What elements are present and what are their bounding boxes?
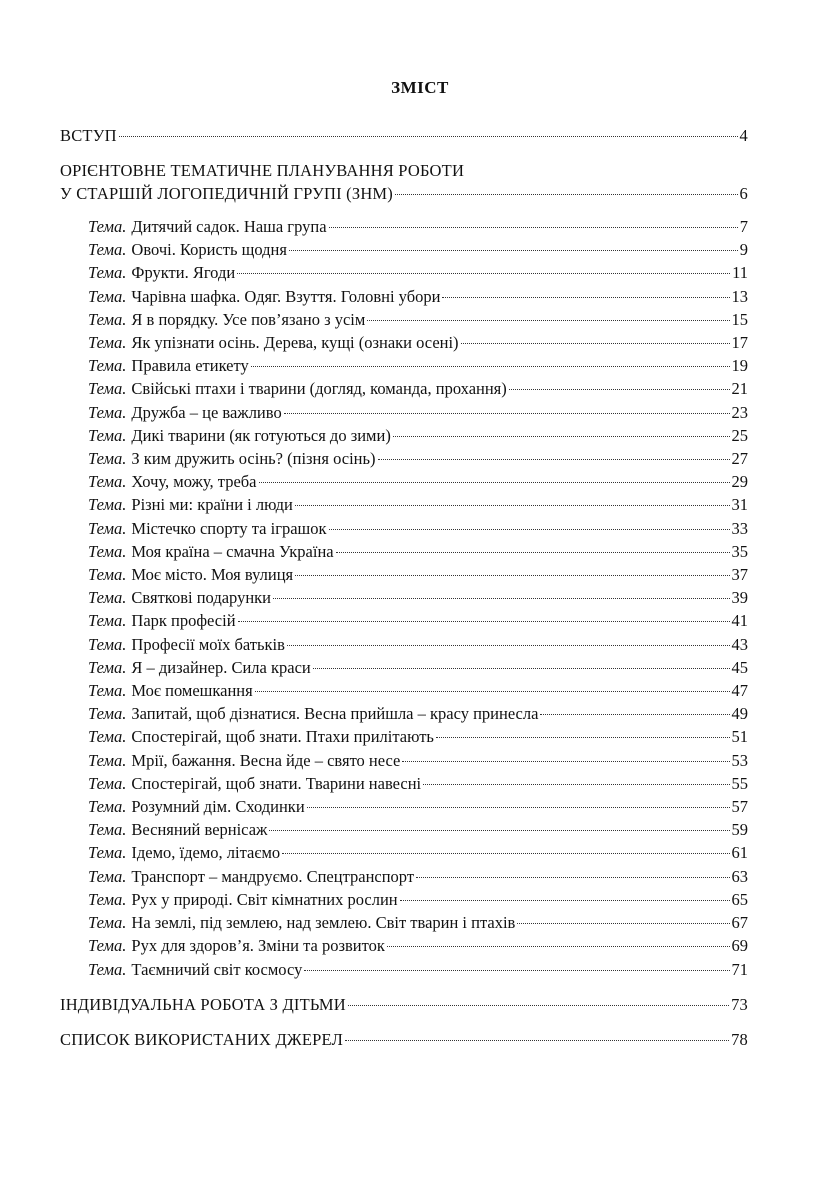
toc-entry-label: ВСТУП [60,126,117,145]
dot-leader [517,923,729,924]
topic-title: Спостерігай, щоб знати. Птахи прилітають [131,727,434,747]
toc-entry-topic[interactable] [88,563,748,586]
dot-leader [238,621,730,622]
toc-entry-intro[interactable] [60,124,748,147]
toc-page-number: 65 [731,889,748,909]
toc-entry-topic[interactable] [88,261,748,284]
toc-page-number: 78 [731,1029,748,1049]
topic-title: Ідемо, їдемо, літаємо [131,843,281,863]
topic-title: Містечко спорту та іграшок [131,518,327,538]
topic-title: Різні ми: країни і люди [131,495,293,515]
topic-keyword: Тема. [88,402,127,422]
topic-keyword: Тема. [88,356,127,376]
topic-keyword: Тема. [88,611,127,631]
toc-entry-topic[interactable] [88,540,748,563]
toc-page-number: 61 [731,843,748,863]
dot-leader [395,194,738,195]
toc-entry-topic[interactable] [88,238,748,261]
topic-keyword: Тема. [88,913,127,933]
topic-keyword: Тема. [88,518,127,538]
toc-entry-topic[interactable] [88,818,748,841]
toc-page-number: 4 [739,126,748,145]
topic-title: Дитячий садок. Наша група [131,217,327,236]
topic-title: Моє місто. Моя вулиця [131,565,294,585]
toc-entry-topic[interactable] [88,517,748,540]
toc-entry-references[interactable] [60,1028,748,1051]
toc-entry-topic[interactable] [88,493,748,516]
topic-keyword: Тема. [88,425,127,445]
topic-keyword: Тема. [88,843,127,863]
topic-keyword: Тема. [88,333,127,353]
topic-keyword: Тема. [88,588,127,608]
toc-page-number: 25 [731,425,748,445]
toc-entry-topic[interactable] [88,911,748,934]
toc-page-number: 27 [731,449,748,469]
topic-title: Як упізнати осінь. Дерева, кущі (ознаки осені) [131,333,459,353]
topic-title: Фрукти. Ягоди [131,263,236,283]
toc-page-number: 19 [731,356,748,376]
toc-entry-topic[interactable] [88,772,748,795]
dot-leader [295,575,729,576]
toc-page-number: 7 [739,217,748,236]
dot-leader [313,668,730,669]
toc-page-number: 37 [731,565,748,585]
topic-title: Рух у природі. Світ кімнатних рослин [131,889,398,909]
toc-page-number: 59 [731,820,748,840]
toc-entry-label: СПИСОК ВИКОРИСТАНИХ ДЖЕРЕЛ [60,1029,344,1049]
dot-leader [329,227,738,228]
toc-page-number: 41 [731,611,748,631]
dot-leader [284,413,730,414]
toc-page-number: 35 [731,541,748,561]
toc-entry-topic[interactable] [88,215,748,238]
toc-entry-topic[interactable] [88,447,748,470]
toc-entry-topic[interactable] [88,470,748,493]
topic-title: Таємничий світ космосу [131,959,303,979]
topic-title: Дикі тварини (як готуються до зими) [131,425,391,445]
topic-keyword: Тема. [88,541,127,561]
topic-keyword: Тема. [88,797,127,817]
toc-page-number: 67 [731,913,748,933]
topic-list [60,215,748,981]
dot-leader [329,529,730,530]
toc-entry-topic[interactable] [88,679,748,702]
toc-entry-topic[interactable] [88,424,748,447]
topic-title: Транспорт – мандруємо. Спецтранспорт [131,866,415,886]
toc-page-number: 57 [731,797,748,817]
dot-leader [304,970,729,971]
dot-leader [289,250,738,251]
topic-keyword: Тема. [88,449,127,469]
toc-page-number: 13 [731,286,748,306]
toc-page-number: 21 [731,379,748,399]
dot-leader [255,691,730,692]
dot-leader [461,343,730,344]
dot-leader [387,946,730,947]
topic-keyword: Тема. [88,286,127,306]
dot-leader [442,297,729,298]
topic-keyword: Тема. [88,565,127,585]
topic-keyword: Тема. [88,263,127,283]
topic-title: Професії моїх батьків [131,634,285,654]
topic-title: Хочу, можу, треба [131,472,257,492]
toc-entry-label: ІНДИВІДУАЛЬНА РОБОТА З ДІТЬМИ [60,994,346,1014]
toc-entry-topic[interactable] [88,888,748,911]
topic-keyword: Тема. [88,634,127,654]
topic-keyword: Тема. [88,820,127,840]
topic-title: З ким дружить осінь? (пізня осінь) [131,449,376,469]
toc-page-number: 69 [731,936,748,956]
dot-leader [348,1005,729,1006]
topic-keyword: Тема. [88,936,127,956]
topic-title: Моя країна – смачна Україна [131,541,334,561]
dot-leader [416,877,729,878]
topic-keyword: Тема. [88,657,127,677]
topic-title: Свійські птахи і тварини (догляд, команда, прохання) [131,379,507,399]
toc-entry-topic[interactable] [88,656,748,679]
topic-keyword: Тема. [88,309,127,329]
dot-leader [269,830,729,831]
topic-keyword: Тема. [88,704,127,724]
toc-page-number: 47 [731,681,748,701]
topic-title: Чарівна шафка. Одяг. Взуття. Головні убори [131,286,441,306]
dot-leader [378,459,730,460]
topic-title: Весняний вернісаж [131,820,268,840]
topic-title: Рух для здоров’я. Зміни та розвиток [131,936,385,956]
toc-entry-label-line1: ОРІЄНТОВНЕ ТЕМАТИЧНЕ ПЛАНУВАННЯ РОБОТИ [60,161,465,180]
toc-entry-topic[interactable] [88,702,748,725]
topic-keyword: Тема. [88,472,127,492]
toc-entry-topic[interactable] [88,795,748,818]
toc-page-number: 39 [731,588,748,608]
dot-leader [237,273,730,274]
toc-entry-topic[interactable] [88,586,748,609]
toc-entry-topic[interactable] [88,377,748,400]
topic-keyword: Тема. [88,727,127,747]
table-of-contents [60,120,748,1051]
toc-entry-topic[interactable] [88,308,748,331]
toc-entry-individual[interactable] [60,993,748,1016]
toc-entry-topic[interactable] [88,841,748,864]
topic-keyword: Тема. [88,866,127,886]
toc-entry-topic[interactable] [88,749,748,772]
topic-title: На землі, під землею, над землею. Світ тварин і птахів [131,913,516,933]
topic-keyword: Тема. [88,750,127,770]
dot-leader [251,366,730,367]
dot-leader [119,136,738,137]
toc-page-number: 45 [731,657,748,677]
topic-keyword: Тема. [88,495,127,515]
toc-entry-label-line2: У СТАРШІЙ ЛОГОПЕДИЧНІЙ ГРУПІ (ЗНМ) [60,184,393,203]
toc-page-number: 9 [739,240,748,260]
toc-page-number: 49 [731,704,748,724]
dot-leader [273,598,730,599]
toc-page-number: 29 [731,472,748,492]
topic-keyword: Тема. [88,889,127,909]
dot-leader [436,737,730,738]
dot-leader [282,853,729,854]
toc-entry-topic[interactable] [88,285,748,308]
topic-keyword: Тема. [88,681,127,701]
toc-page-number: 15 [731,309,748,329]
dot-leader [259,482,730,483]
dot-leader [402,761,729,762]
toc-page-number: 55 [731,773,748,793]
dot-leader [393,436,730,437]
toc-entry-topic[interactable] [88,934,748,957]
topic-title: Мрії, бажання. Весна йде – свято несе [131,750,401,770]
toc-entry-topic[interactable] [88,958,748,981]
topic-title: Я – дизайнер. Сила краси [131,657,311,677]
topic-title: Я в порядку. Усе пов’язано з усім [131,309,366,329]
dot-leader [336,552,730,553]
page-title: ЗМІСТ [391,78,449,97]
toc-entry-topic[interactable] [88,331,748,354]
topic-keyword: Тема. [88,959,127,979]
topic-title: Запитай, щоб дізнатися. Весна прийшла – красу принесла [131,704,539,724]
toc-entry-topic[interactable] [88,401,748,424]
topic-keyword: Тема. [88,240,127,260]
toc-page-number: 23 [731,402,748,422]
toc-page-number: 51 [731,727,748,747]
topic-title: Парк професій [131,611,236,631]
topic-title: Святкові подарунки [131,588,271,608]
toc-page-number: 43 [731,634,748,654]
dot-leader [540,714,729,715]
dot-leader [400,900,730,901]
toc-entry-topic[interactable] [88,865,748,888]
toc-entry-topic[interactable] [88,609,748,632]
toc-page-number: 63 [731,866,748,886]
toc-entry-topic[interactable] [88,725,748,748]
dot-leader [295,505,730,506]
topic-title: Дружба – це важливо [131,402,282,422]
topic-title: Моє помешкання [131,681,253,701]
toc-page-number: 73 [731,994,748,1014]
toc-page-number: 33 [731,518,748,538]
topic-title: Правила етикету [131,356,249,376]
toc-page-number: 31 [731,495,748,515]
toc-page-number: 17 [731,333,748,353]
toc-page-number: 11 [732,263,748,283]
dot-leader [423,784,729,785]
toc-page-number: 71 [731,959,748,979]
dot-leader [367,320,729,321]
dot-leader [287,645,730,646]
toc-entry-topic[interactable] [88,633,748,656]
topic-title: Спостерігай, щоб знати. Тварини навесні [131,773,422,793]
toc-entry-planning[interactable] [60,159,748,205]
topic-keyword: Тема. [88,379,127,399]
topic-title: Розумний дім. Сходинки [131,797,305,817]
toc-page-number: 53 [731,750,748,770]
dot-leader [307,807,730,808]
topic-title: Овочі. Користь щодня [131,240,287,260]
toc-page-number: 6 [739,184,748,203]
dot-leader [509,389,730,390]
toc-entry-topic[interactable] [88,354,748,377]
dot-leader [345,1040,729,1041]
topic-keyword: Тема. [88,217,127,236]
topic-keyword: Тема. [88,773,127,793]
